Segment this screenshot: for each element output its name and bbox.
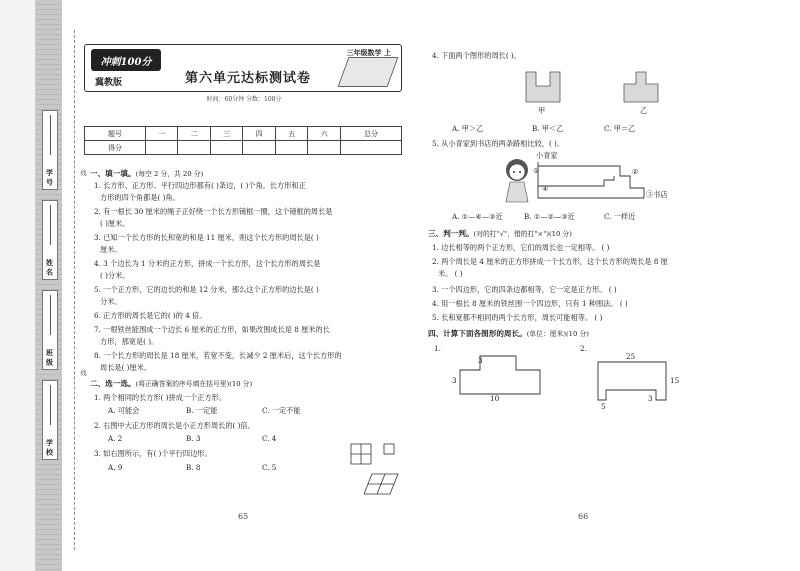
figure-1-dim: 10 — [490, 394, 500, 403]
option-a[interactable]: A. 2 — [108, 434, 123, 443]
table-cell: 一 — [145, 127, 178, 141]
table-cell: 六 — [308, 127, 341, 141]
table-cell: 五 — [275, 127, 308, 141]
score-input-cell[interactable] — [178, 141, 211, 155]
score-table — [84, 126, 402, 155]
route-label-1: ① — [533, 166, 540, 175]
route-label-2: ② — [632, 167, 639, 176]
section-1-title: 一、填一填。(每空 2 分，共 20 分) — [90, 169, 204, 178]
table-cell: 题号 — [85, 127, 146, 141]
square-grid-figure — [350, 442, 400, 468]
question-2-1: 1. 两个相同的长方形( )拼成一个正方形。 — [94, 393, 227, 402]
question-1-7: 7. 一根铁丝能围成一个边长 6 厘米的正方形，如果改围成长是 8 厘米的长 — [94, 325, 330, 334]
question-2-2: 2. 右图中大正方形的周长是小正方形周长的( )倍。 — [94, 421, 255, 430]
figure-1-shape — [456, 352, 556, 402]
bookstore-label: ③书店 — [646, 190, 668, 199]
binding-spine — [0, 0, 36, 571]
question-3-1: 1. 边长相等的两个正方形，它们的周长也一定相等。 ( ) — [432, 243, 610, 252]
score-input-cell[interactable] — [308, 141, 341, 155]
figure-1-number: 1. — [434, 344, 441, 353]
question-3-2: 2. 两个周长是 4 厘米的正方形拼成一个长方形，这个长方形的周长是 8 厘 — [432, 257, 668, 266]
question-1-1-cont: 方形的四个角都是( )角。 — [100, 193, 180, 202]
question-1-8-cont: 周长是( )厘米。 — [100, 363, 152, 372]
question-1-4-cont: ( )分米。 — [100, 271, 130, 280]
figure-2-dim: 3 — [648, 394, 653, 403]
left-page — [84, 44, 402, 103]
figure-1-dim: 3 — [478, 356, 483, 365]
score-input-cell[interactable] — [275, 141, 308, 155]
page-number: 66 — [578, 512, 589, 521]
cut-text: 线 — [79, 170, 86, 176]
question-1-6: 6. 正方形的周长是它的( )的 4 倍。 — [94, 311, 207, 320]
question-3-2-cont: 米。 ( ) — [438, 269, 463, 278]
table-cell: 三 — [210, 127, 243, 141]
question-1-2-cont: ( )厘米。 — [100, 219, 130, 228]
question-1-5-cont: 分米。 — [100, 297, 122, 306]
section-3-title: 三、判一判。(对的打"√"，错的打"×")(10 分) — [428, 229, 572, 238]
figure-1-dim: 3 — [452, 376, 457, 385]
shape-label-jia: 甲 — [538, 106, 546, 115]
question-1-3-cont: 厘米。 — [100, 245, 122, 254]
table-row — [85, 127, 402, 141]
option-a[interactable]: A. 可能会 — [108, 406, 140, 415]
book-illustration-icon — [338, 57, 399, 87]
cut-line — [74, 30, 75, 550]
figure-2-shape — [594, 354, 674, 408]
figure-2-dim: 15 — [670, 376, 680, 385]
binding-strip — [36, 0, 62, 571]
question-1-7-cont: 方形，那宽是( )。 — [100, 337, 159, 346]
question-2-5: 5. 从小青家到书店的两条路相比较，( )。 — [432, 139, 565, 148]
score-input-cell[interactable] — [340, 141, 401, 155]
option-a[interactable]: A. 甲＞乙 — [452, 124, 484, 133]
question-2-4: 4. 下面两个图形的周长( )。 — [432, 51, 521, 60]
figure-2-dim: 5 — [601, 402, 606, 411]
exam-title: 第六单元达标测试卷 — [185, 71, 312, 86]
figure-2-number: 2. — [580, 344, 587, 353]
question-3-3: 3. 一个四边形，它的四条边都相等，它一定是正方形。 ( ) — [432, 285, 617, 294]
page-number: 65 — [238, 512, 249, 521]
brand-logo: 冲刺100分 — [91, 49, 161, 71]
question-2-3: 3. 如右图所示，有( )个平行四边形。 — [94, 449, 212, 458]
edition-label: 冀教版 — [95, 78, 123, 88]
question-1-3: 3. 已知一个长方形的长和宽的和是 11 厘米，则这个长方形的周长是( ) — [94, 233, 319, 242]
shape-label-yi: 乙 — [640, 106, 648, 115]
option-c[interactable]: C. 一定不能 — [262, 406, 301, 415]
student-id-field[interactable]: 学 号 — [42, 110, 58, 190]
time-score-bar: 时间：60分钟 分数：100分 — [206, 96, 282, 103]
question-3-5: 5. 长和宽都不相同的两个长方形，周长可能相等。 ( ) — [432, 313, 603, 322]
table-cell: 四 — [243, 127, 276, 141]
section-2-title: 二、选一选。(将正确答案的序号填在括号里)(10 分) — [90, 379, 253, 388]
question-1-1: 1. 长方形、正方形、平行四边形都有( )条边，( )个角。长方形和正 — [94, 181, 306, 190]
question-3-4: 4. 用一根长 8 厘米的铁丝围一个四边形，只有 1 种围法。 ( ) — [432, 299, 628, 308]
score-input-cell[interactable] — [145, 141, 178, 155]
option-b[interactable]: B. 8 — [186, 463, 201, 472]
table-cell: 二 — [178, 127, 211, 141]
name-field[interactable]: 姓 名 — [42, 200, 58, 280]
option-c[interactable]: C. 4 — [262, 434, 277, 443]
option-c[interactable]: C. 一样近 — [604, 212, 636, 221]
grade-label: 三年级数学 上 — [346, 48, 391, 57]
school-field[interactable]: 学 校 — [42, 380, 58, 460]
question-1-2: 2. 有一根长 30 厘米的绳子正好绕一个长方形镜框一圈，这个镜框的周长是 — [94, 207, 333, 216]
cut-text: 线 — [79, 370, 86, 376]
question-1-5: 5. 一个正方形，它的边长的和是 12 分米，那么这个正方形的边长是( ) — [94, 285, 319, 294]
option-b[interactable]: B. ①—②—③近 — [524, 212, 575, 221]
parallelogram-figure — [364, 472, 400, 496]
table-cell: 总分 — [340, 127, 401, 141]
option-a[interactable]: A. ①—④—③近 — [452, 212, 503, 221]
score-input-cell[interactable] — [243, 141, 276, 155]
section-4-title: 四、计算下面各图形的周长。(单位：厘米)(10 分) — [428, 329, 589, 338]
option-c[interactable]: C. 甲＝乙 — [604, 124, 636, 133]
option-b[interactable]: B. 甲＜乙 — [532, 124, 564, 133]
question-1-4: 4. 3 个边长为 1 分米的正方形，拼成一个长方形，这个长方形的周长是 — [94, 259, 321, 268]
table-cell: 得分 — [85, 141, 146, 155]
option-b[interactable]: B. 一定能 — [186, 406, 218, 415]
class-field[interactable]: 班 级 — [42, 290, 58, 370]
option-a[interactable]: A. 9 — [108, 463, 123, 472]
girl-illustration-icon — [500, 156, 534, 208]
option-b[interactable]: B. 3 — [186, 434, 201, 443]
route-label-4: ④ — [542, 184, 549, 193]
home-label: 小青家 — [536, 151, 558, 160]
question-1-8: 8. 一个长方形的周长是 18 厘米，若宽不变，长减少 2 厘米后，这个长方形的 — [94, 351, 342, 360]
exam-header — [84, 44, 402, 103]
score-input-cell[interactable] — [210, 141, 243, 155]
option-c[interactable]: C. 5 — [262, 463, 277, 472]
figure-2-dim: 25 — [626, 352, 636, 361]
table-row — [85, 141, 402, 155]
